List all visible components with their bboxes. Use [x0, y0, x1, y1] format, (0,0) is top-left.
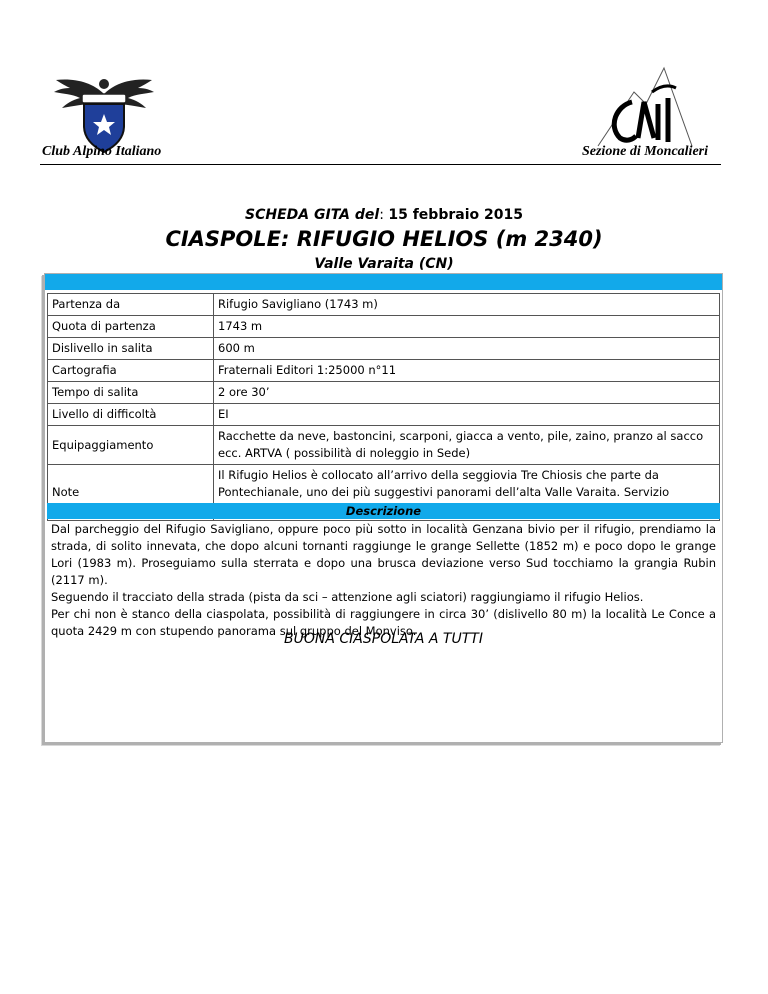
table-row: [48, 382, 720, 404]
scheda-date: 15 febbraio 2015: [388, 207, 523, 223]
scheda-line: [0, 207, 768, 223]
row-value: Fraternali Editori 1:25000 n°11: [214, 360, 720, 382]
table-row: [48, 426, 720, 465]
row-label: Quota di partenza: [48, 316, 214, 338]
closing-message: BUONA CIASPOLATA A TUTTI: [284, 631, 483, 647]
row-value: Racchette da neve, bastoncini, scarponi, giacca a vento, pile, zaino, pranzo al sacco ecc. ARTVA ( possibilità di noleggio in Sede): [214, 426, 720, 465]
club-alpino-label: Club Alpino Italiano: [42, 144, 162, 159]
description-paragraph: Dal parcheggio del Rifugio Savigliano, oppure poco più sotto in località Genzana bivio per il rifugio, prendiamo la strada, di solito innevata, che dopo alcuni tornanti raggiunge le grange Sellette (1852 m) e poco dopo le grange Lori (1983 m). Proseguiamo sulla sterrata e dopo una brusca deviazione verso Sud tocchiamo la grangia Rubin (2117 m).: [51, 522, 716, 587]
row-label: Dislivello in salita: [48, 338, 214, 360]
description-heading: Descrizione: [47, 503, 720, 519]
row-label: Note: [48, 465, 214, 521]
description-body: [47, 519, 720, 642]
page-title: CIASPOLE: RIFUGIO HELIOS (m 2340): [165, 227, 603, 251]
eagle-shield-icon: [52, 64, 156, 156]
scheda-separator: :: [379, 207, 389, 223]
row-label: Cartografia: [48, 360, 214, 382]
row-value: 600 m: [214, 338, 720, 360]
row-label: Livello di difficoltà: [48, 404, 214, 426]
header-divider: [40, 164, 721, 165]
page-subtitle: Valle Varaita (CN): [314, 256, 454, 272]
table-row: [48, 316, 720, 338]
card-header-bar: [45, 274, 722, 290]
sezione-logo: [594, 62, 696, 150]
table-row: [48, 404, 720, 426]
scheda-label: SCHEDA GITA del: [245, 207, 380, 223]
mountain-cai-icon: [594, 62, 696, 150]
trip-card: [44, 273, 723, 743]
row-label: Partenza da: [48, 294, 214, 316]
row-value: 1743 m: [214, 316, 720, 338]
table-row: [48, 360, 720, 382]
row-value: EI: [214, 404, 720, 426]
description-paragraph: Seguendo il tracciato della strada (pista da sci – attenzione agli sciatori) raggiungiamo il rifugio Helios.: [51, 590, 644, 604]
sezione-label: Sezione di Moncalieri: [581, 144, 708, 159]
row-label: Equipaggiamento: [48, 426, 214, 465]
trip-info-table: [47, 293, 720, 521]
table-row: [48, 338, 720, 360]
row-value: 2 ore 30’: [214, 382, 720, 404]
table-row: [48, 294, 720, 316]
row-value: Il Rifugio Helios è collocato all’arrivo della seggiovia Tre Chiosis che parte da Pontechianale, uno dei più suggestivi panorami dell’alta Valle Varaita. Servizio: [214, 465, 720, 521]
cai-logo: [52, 64, 156, 156]
row-label: Tempo di salita: [48, 382, 214, 404]
row-value: Rifugio Savigliano (1743 m): [214, 294, 720, 316]
description-paragraph: Per chi non è stanco della ciaspolata, possibilità di raggiungere in circa 30’ (dislivello 80 m) la località Le Conce a quota 2429 m con stupendo panorama sul gruppo del Monviso.: [51, 607, 716, 638]
